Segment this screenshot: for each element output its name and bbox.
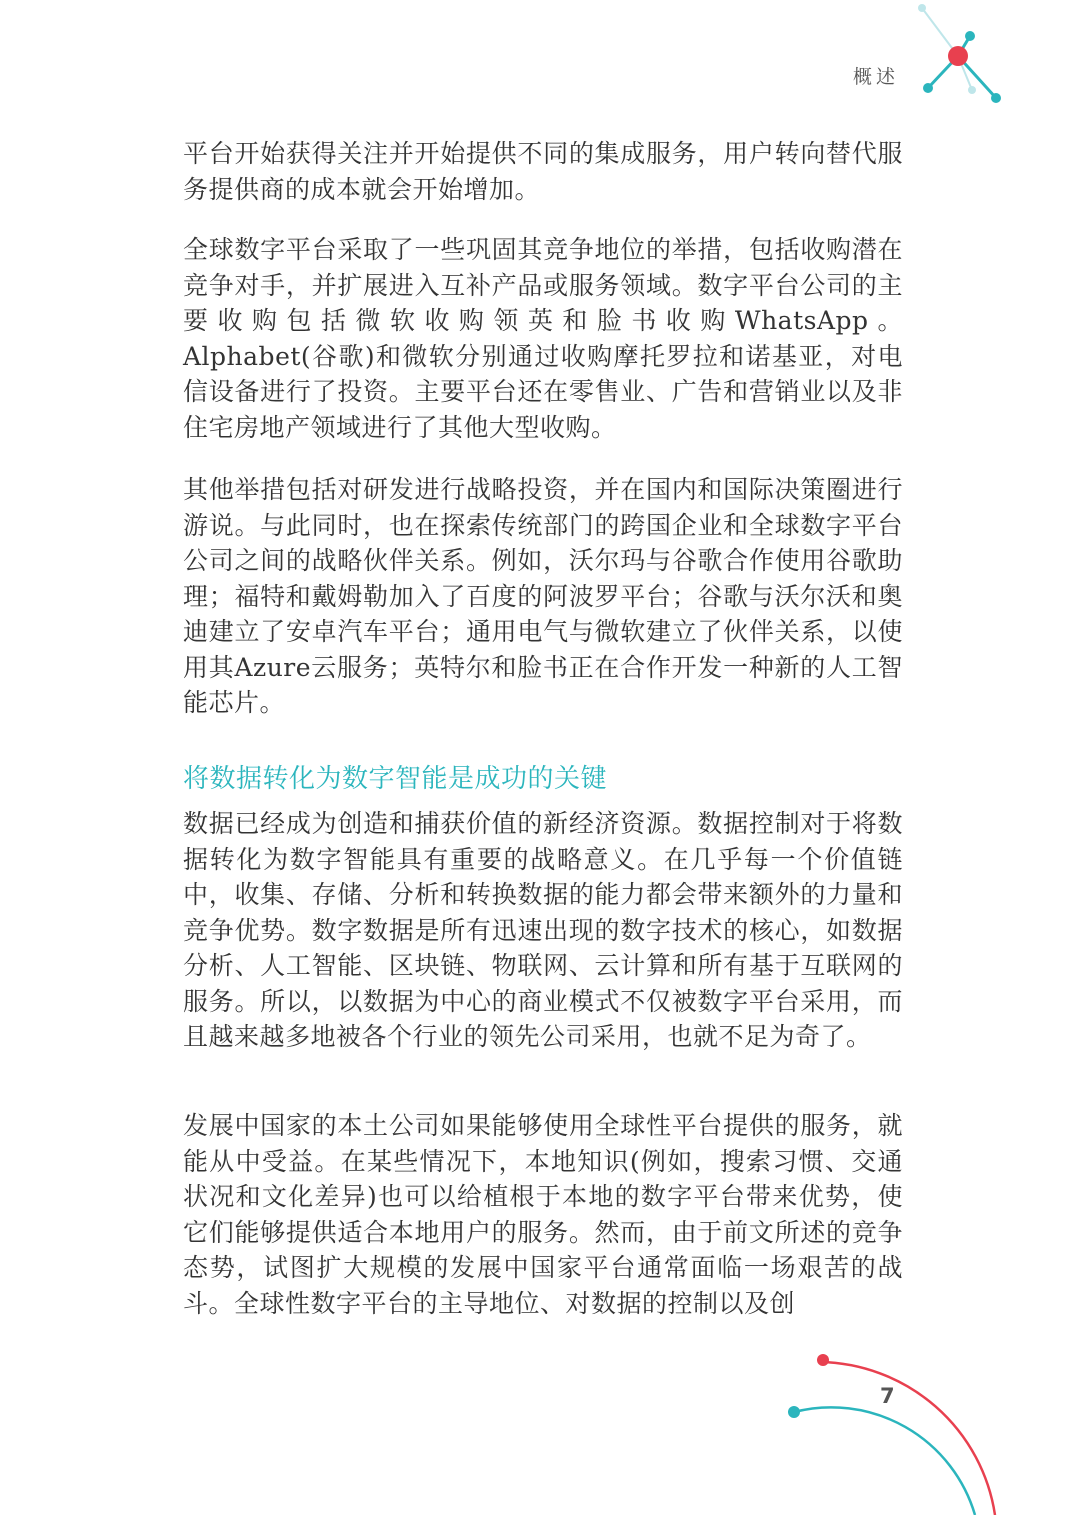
paragraph-1: 平台开始获得关注并开始提供不同的集成服务，用户转向替代服务提供商的成本就会开始增加。: [183, 139, 903, 204]
paragraph-3: 其他举措包括对研发进行战略投资，并在国内和国际决策圈进行游说。与此同时，也在探索传统部门的跨国企业和全球数字平台公司之间的战略伙伴关系。例如，沃尔玛与谷歌合作使用谷歌助理；福特和戴姆勒加入了百度的阿波罗平台；谷歌与沃尔沃和奥迪建立了安卓汽车平台；通用电气与微软建立了伙伴关系，以使用其Azure云服务；英特尔和脸书正在合作开发一种新的人工智能芯片。: [183, 475, 903, 717]
section-paragraph-1: 数据已经成为创造和捕获价值的新经济资源。数据控制对于将数据转化为数字智能具有重要的战略意义。在几乎每一个价值链中，收集、存储、分析和转换数据的能力都会带来额外的力量和竞争优势。数字数据是所有迅速出现的数字技术的核心，如数据分析、人工智能、区块链、物联网、云计算和所有基于互联网的服务。所以，以数据为中心的商业模式不仅被数字平台采用，而且越来越多地被各个行业的领先公司采用，也就不足为奇了。: [183, 809, 903, 1051]
section-label: 概述: [853, 66, 900, 88]
paragraph-2: 全球数字平台采取了一些巩固其竞争地位的举措，包括收购潜在竞争对手，并扩展进入互补产品或服务领域。数字平台公司的主要收购包括微软收购领英和脸书收购WhatsApp。Alphabet(谷歌)和微软分别通过收购摩托罗拉和诺基亚，对电信设备进行了投资。主要平台还在零售业、广告和营销业以及非住宅房地产领域进行了其他大型收购。: [183, 235, 903, 442]
network-node-decoration: [900, 0, 1010, 110]
footer-arc-decoration: [780, 1350, 1080, 1515]
page-number: 7: [880, 1384, 895, 1408]
section-heading: 将数据转化为数字智能是成功的关键: [183, 764, 608, 794]
section-paragraph-2: 发展中国家的本土公司如果能够使用全球性平台提供的服务，就能从中受益。在某些情况下，本地知识(例如，搜索习惯、交通状况和文化差异)也可以给植根于本地的数字平台带来优势，使它们能够提供适合本地用户的服务。然而，由于前文所述的竞争态势，试图扩大规模的发展中国家平台通常面临一场艰苦的战斗。全球性数字平台的主导地位、对数据的控制以及创: [183, 1111, 903, 1318]
